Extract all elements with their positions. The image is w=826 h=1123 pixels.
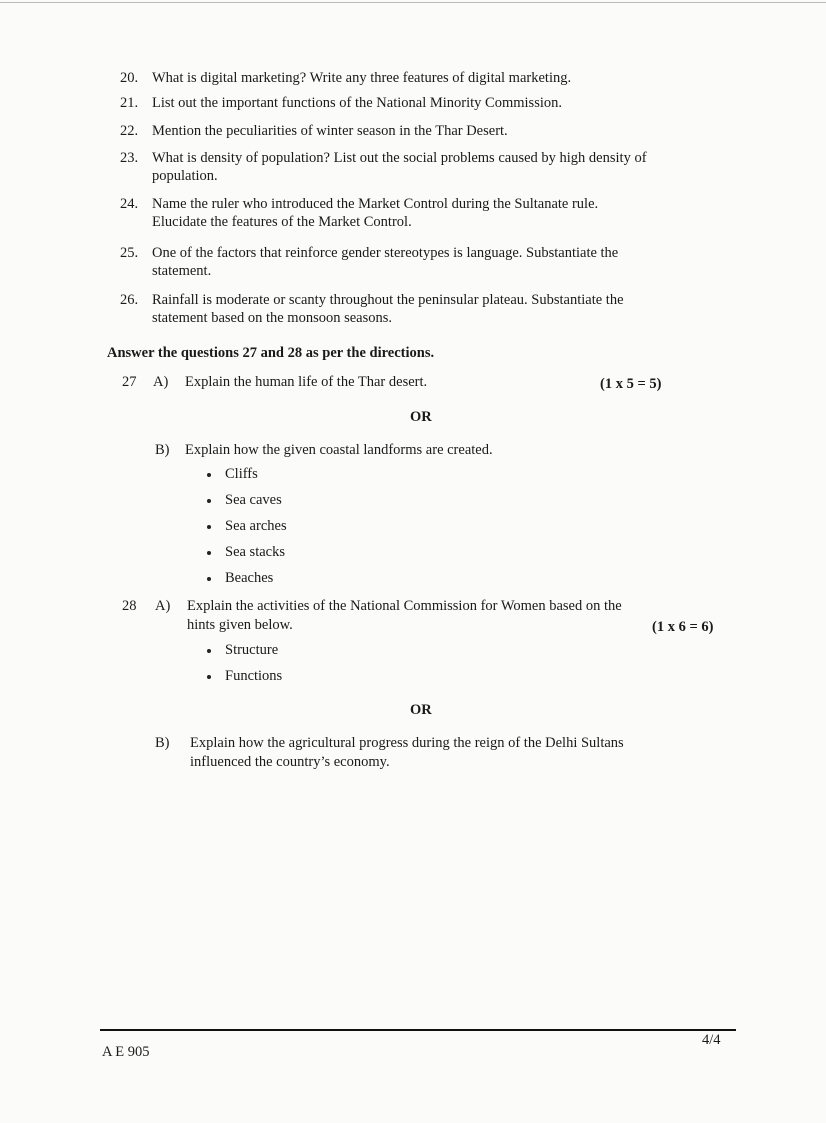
bullet-item: Functions: [225, 668, 283, 684]
bullet-item: Sea stacks: [225, 544, 285, 560]
question-text: One of the factors that reinforce gender stereotypes is language. Substantiate the: [152, 245, 619, 261]
bullet-icon: [207, 551, 211, 555]
question-number: 21.: [120, 95, 139, 111]
bullet-item: Cliffs: [225, 466, 258, 482]
question-number: 22.: [120, 123, 139, 139]
section-heading: Answer the questions 27 and 28 as per the directions.: [107, 345, 435, 361]
q27-b-label: B): [155, 442, 170, 458]
q27-a-text: Explain the human life of the Thar desert.: [185, 374, 428, 390]
bullet-icon: [207, 675, 211, 679]
paper-code: A E 905: [102, 1044, 150, 1060]
q27-b-text: Explain how the given coastal landforms are created.: [185, 442, 493, 458]
q28-a-label: A): [155, 598, 171, 614]
q28-b-label: B): [155, 735, 170, 751]
bullet-icon: [207, 577, 211, 581]
q27-a-label: A): [153, 374, 169, 390]
question-number: 20.: [120, 70, 139, 86]
question-text: statement based on the monsoon seasons.: [152, 310, 393, 326]
scan-edge: [0, 2, 826, 3]
bullet-item: Sea arches: [225, 518, 287, 534]
question-text: List out the important functions of the National Minority Commission.: [152, 95, 562, 111]
question-text: statement.: [152, 263, 212, 279]
bullet-icon: [207, 499, 211, 503]
question-text: Name the ruler who introduced the Market Control during the Sultanate rule.: [152, 196, 599, 212]
q28-a-line: Explain the activities of the National Commission for Women based on the: [187, 598, 622, 614]
q28-marks: (1 x 6 = 6): [652, 619, 714, 635]
question-number: 24.: [120, 196, 139, 212]
bullet-icon: [207, 525, 211, 529]
question-text: Elucidate the features of the Market Control.: [152, 214, 412, 230]
question-number: 23.: [120, 150, 139, 166]
bullet-icon: [207, 649, 211, 653]
q27-or: OR: [410, 409, 432, 425]
question-number: 26.: [120, 292, 139, 308]
q28-or: OR: [410, 702, 432, 718]
question-text: What is digital marketing? Write any three features of digital marketing.: [152, 70, 572, 86]
question-text: Rainfall is moderate or scanty throughout the peninsular plateau. Substantiate the: [152, 292, 624, 308]
question-text: Mention the peculiarities of winter season in the Thar Desert.: [152, 123, 508, 139]
question-number: 25.: [120, 245, 139, 261]
q28-a-line: hints given below.: [187, 617, 293, 633]
question-text: population.: [152, 168, 218, 184]
footer-rule: [100, 1029, 736, 1031]
q27-number: 27: [122, 374, 137, 390]
q28-b-line: Explain how the agricultural progress during the reign of the Delhi Sultans: [190, 735, 624, 751]
bullet-item: Beaches: [225, 570, 274, 586]
bullet-item: Sea caves: [225, 492, 282, 508]
q28-b-line: influenced the country’s economy.: [190, 754, 390, 770]
q28-number: 28: [122, 598, 137, 614]
bullet-item: Structure: [225, 642, 279, 658]
bullet-icon: [207, 473, 211, 477]
question-text: What is density of population? List out the social problems caused by high density of: [152, 150, 647, 166]
page-number: 4/4: [702, 1032, 721, 1048]
q27-marks: (1 x 5 = 5): [600, 376, 662, 392]
